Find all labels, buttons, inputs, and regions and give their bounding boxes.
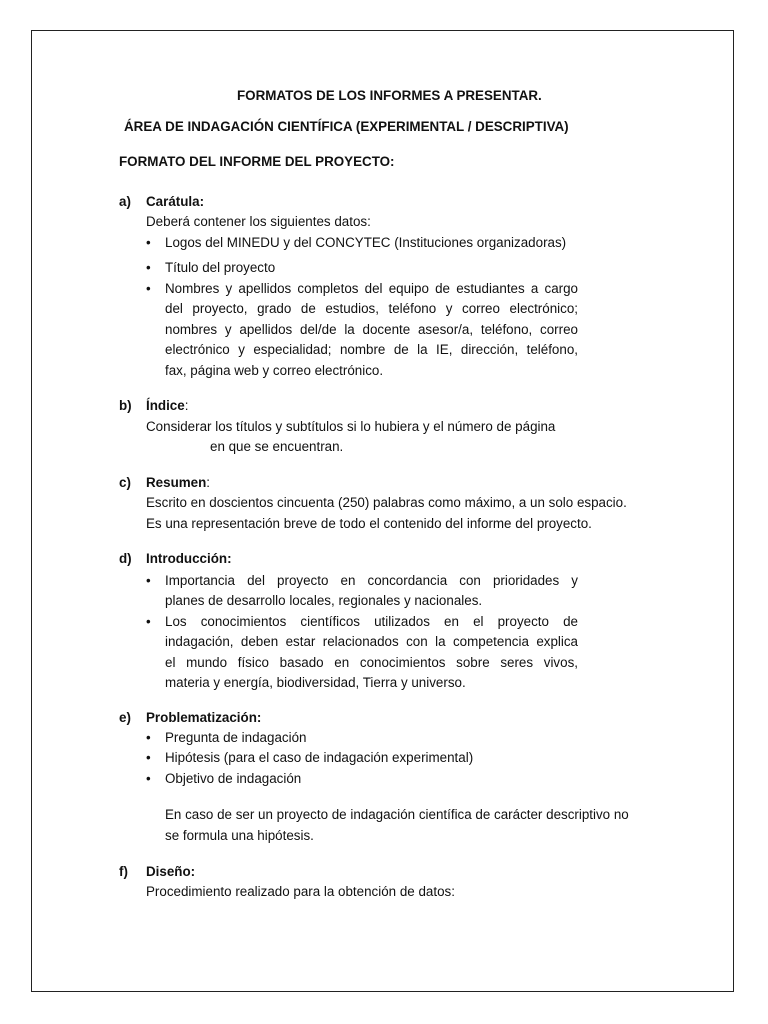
section-c-heading-wrap (146, 473, 210, 493)
section-a-heading: Carátula: (146, 194, 205, 209)
section-c-label: c) (119, 475, 131, 490)
section-e-bullet-1: Pregunta de indagación (165, 730, 307, 745)
section-d-bullet-1-line-1: Importancia del proyecto en concordancia con prioridades y (165, 573, 578, 588)
bullet-marker: • (146, 573, 151, 588)
section-c-colon: : (206, 475, 211, 490)
section-d-bullet-2-line-1: Los conocimientos científicos utilizados en el proyecto de (165, 614, 578, 629)
section-d-bullet-2-line-2: indagación, deben estar relacionados con la competencia explica (165, 634, 578, 649)
bullet-marker: • (146, 730, 151, 745)
section-d-heading: Introducción: (146, 551, 232, 566)
bullet-marker: • (146, 614, 151, 629)
bullet-marker: • (146, 750, 151, 765)
bullet-marker: • (146, 771, 151, 786)
format-title: FORMATO DEL INFORME DEL PROYECTO: (119, 154, 395, 169)
section-c-line-2: Es una representación breve de todo el contenido del informe del proyecto. (146, 516, 592, 531)
section-b-line-2: en que se encuentran. (210, 439, 344, 454)
section-c-line-1: Escrito en doscientos cincuenta (250) palabras como máximo, a un solo espacio. (146, 495, 627, 510)
section-a-bullet-3-line-5: fax, página web y correo electrónico. (165, 363, 384, 378)
section-a-intro: Deberá contener los siguientes datos: (146, 214, 371, 229)
section-e-bullet-2: Hipótesis (para el caso de indagación experimental) (165, 750, 474, 765)
section-d-label: d) (119, 551, 132, 566)
section-d-bullet-2-line-4: materia y energía, biodiversidad, Tierra y universo. (165, 675, 466, 690)
area-title: ÁREA DE INDAGACIÓN CIENTÍFICA (EXPERIMENTAL / DESCRIPTIVA) (124, 119, 569, 134)
section-f-heading: Diseño: (146, 864, 196, 879)
section-b-heading-wrap (146, 396, 188, 416)
section-e-note-line-2: se formula una hipótesis. (165, 828, 314, 843)
section-a-label: a) (119, 194, 131, 209)
document-title: FORMATOS DE LOS INFORMES A PRESENTAR. (237, 88, 542, 103)
section-b-line-1: Considerar los títulos y subtítulos si lo hubiera y el número de página (146, 419, 556, 434)
section-e-label: e) (119, 710, 131, 725)
section-a-bullet-3-line-2: del proyecto, grado de estudios, teléfono y correo electrónico; (165, 301, 578, 316)
section-d-bullet-2-line-3: el mundo físico basado en conocimientos sobre seres vivos, (165, 655, 578, 670)
bullet-marker: • (146, 281, 151, 296)
section-a-bullet-3-line-3: nombres y apellidos del/de la docente asesor/a, teléfono, correo (165, 322, 578, 337)
bullet-marker: • (146, 235, 151, 250)
section-b-heading: Índice (146, 398, 185, 413)
section-f-label: f) (119, 864, 128, 879)
section-a-bullet-3-line-1: Nombres y apellidos completos del equipo de estudiantes a cargo (165, 281, 578, 296)
section-e-note-line-1: En caso de ser un proyecto de indagación científica de carácter descriptivo no (165, 807, 629, 822)
section-d-bullet-1-line-2: planes de desarrollo locales, regionales y nacionales. (165, 593, 483, 608)
section-b-colon: : (184, 398, 189, 413)
section-a-bullet-2: Título del proyecto (165, 260, 276, 275)
bullet-marker: • (146, 260, 151, 275)
section-a-bullet-3-line-4: electrónico y especialidad; nombre de la IE, dirección, teléfono, (165, 342, 578, 357)
section-b-label: b) (119, 398, 132, 413)
section-e-heading: Problematización: (146, 710, 262, 725)
section-f-line-1: Procedimiento realizado para la obtención de datos: (146, 884, 455, 899)
section-c-heading: Resumen (146, 475, 207, 490)
section-a-bullet-1: Logos del MINEDU y del CONCYTEC (Instituciones organizadoras) (165, 235, 567, 250)
section-e-bullet-3: Objetivo de indagación (165, 771, 302, 786)
